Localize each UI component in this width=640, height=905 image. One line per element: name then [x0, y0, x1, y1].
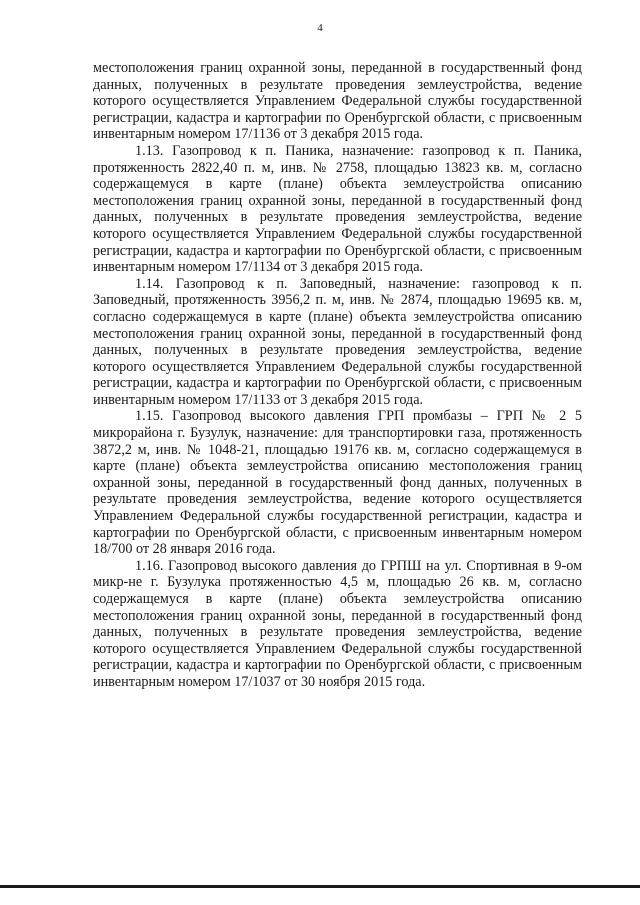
paragraph-1-13: 1.13. Газопровод к п. Паника, назначение: газопровод к п. Паника, протяженность 2822,40 п. м, инв. № 2758, площадью 13823 кв. м, согласно содержащемуся в карте (плане) объекта землеустройства описанию местоположения границ охранной зоны, переданной в государственный фонд данных, полученных в результате проведения землеустройства, ведение которого осуществляется Управлением Федеральной службы государственной регистрации, кадастра и картографии по Оренбургской области, с присвоенным инвентарным номером 17/1134 от 3 декабря 2015 года. — [93, 142, 582, 276]
paragraph-1-16: 1.16. Газопровод высокого давления до ГРПШ на ул. Спортивная в 9-ом микр-не г. Бузулука протяженностью 4,5 м, площадью 26 кв. м, согласно содержащемуся в карте (плане) объекта землеустройства описанию местоположения границ охранной зоны, переданной в государственный фонд данных, полученных в результате проведения землеустройства, ведение которого осуществляется Управлением Федеральной службы государственной регистрации, кадастра и картографии по Оренбургской области, с присвоенным инвентарным номером 17/1037 от 30 ноября 2015 года. — [93, 557, 582, 690]
paragraph-1-14: 1.14. Газопровод к п. Заповедный, назначение: газопровод к п. Заповедный, протяженность 3956,2 п. м, инв. № 2874, площадью 19695 кв. м, согласно содержащемуся в карте (плане) объекта землеустройства описанию местоположения границ охранной зоны, переданной в государственный фонд данных, полученных в результате проведения землеустройства, ведение которого осуществляется Управлением Федеральной службы государственной регистрации, кадастра и картографии по Оренбургской области, с присвоенным инвентарным номером 17/1133 от 3 декабря 2015 года. — [93, 275, 582, 408]
bottom-scan-edge — [0, 885, 640, 888]
page-number: 4 — [317, 22, 323, 34]
document-body — [93, 60, 582, 691]
paragraph-continuation: местоположения границ охранной зоны, переданной в государственный фонд данных, полученных в результате проведения землеустройства, ведение которого осуществляется Управлением Федеральной службы государственной регистрации, кадастра и картографии по Оренбургской области, с присвоенным инвентарным номером 17/1136 от 3 декабря 2015 года. — [93, 60, 582, 143]
paragraph-1-15: 1.15. Газопровод высокого давления ГРП промбазы – ГРП № 2 5 микрорайона г. Бузулук, назначение: для транспортировки газа, протяженность 3872,2 м, инв. № 1048-21, площадью 19176 кв. м, согласно содержащемуся в карте (плане) объекта землеустройства описанию местоположения границ охранной зоны, переданной в государственный фонд данных, полученных в результате проведения землеустройства, ведение которого осуществляется Управлением Федеральной службы государственной регистрации, кадастра и картографии по Оренбургской области, с присвоенным инвентарным номером 18/700 от 28 января 2016 года. — [93, 408, 582, 558]
